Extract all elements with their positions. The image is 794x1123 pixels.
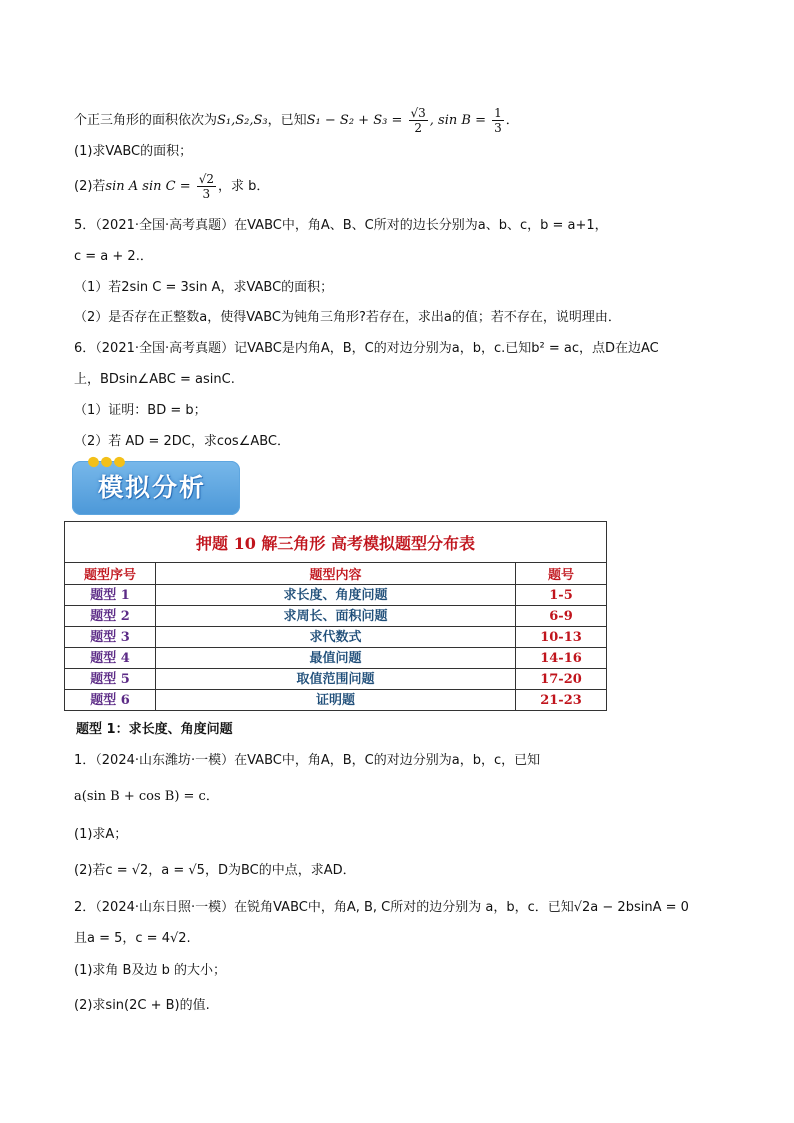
table-header-type: 题型序号: [65, 563, 156, 585]
q5-part1: （1）若2sin C = 3sin A，求VABC的面积；: [74, 280, 334, 295]
table-row: [65, 669, 607, 690]
p1-line1: 1．（2024·山东潍坊·一模）在VABC中，角A，B，C的对边分别为a，b，c，已知: [74, 753, 541, 768]
p1-part1: (1)求A；: [74, 827, 128, 842]
row-type: 题型 1: [65, 585, 156, 606]
intro-fraction-2: $\frac{1}{3}$: [494, 106, 502, 135]
banner-decoration-icon: [88, 452, 127, 471]
table-row: [65, 627, 607, 648]
row-nums: 17-20: [516, 669, 607, 690]
q5-part2: （2）是否存在正整数a，使得VABC为钝角三角形?若存在，求出a的值；若不存在，说明理由．: [74, 310, 621, 325]
section-heading-type1: 题型 1：求长度、角度问题: [76, 722, 233, 737]
table-row: [65, 648, 607, 669]
table-row: [65, 690, 607, 711]
p2-line2: 且a = 5，c = 4√2.: [74, 931, 191, 946]
p1-part2: (2)若c = √2，a = √5，D为BC的中点，求AD．: [74, 863, 356, 878]
p2-line1: 2．（2024·山东日照·一模）在锐角VABC中，角A, B, C所对的边分别为 a，b，c．已知√2a − 2bsinA = 0: [74, 900, 689, 915]
row-type: 题型 2: [65, 606, 156, 627]
p1-line2: a(sin B + cos B) = c．: [74, 789, 219, 804]
intro-equation: S₁ − S₂ + S₃ =: [306, 113, 403, 128]
q6-line1: 6．（2021·全国·高考真题）记VABC是内角A，B，C的对边分别为a，b，c.已知b² = ac，点D在边AC: [74, 341, 659, 356]
row-content: 求长度、角度问题: [156, 585, 516, 606]
table-header-nums: 题号: [516, 563, 607, 585]
q6-part1: （1）证明：BD = b；: [74, 403, 207, 418]
row-content: 取值范围问题: [156, 669, 516, 690]
row-nums: 14-16: [516, 648, 607, 669]
row-content: 求周长、面积问题: [156, 606, 516, 627]
intro-sin: , sin B =: [429, 113, 486, 128]
p2-part2: (2)求sin(2C + B)的值.: [74, 998, 210, 1013]
row-type: 题型 3: [65, 627, 156, 648]
p2-part1: (1)求角 B及边 b 的大小；: [74, 963, 226, 978]
q4-part2: (2)若sin A sin C = $\frac{√2}{3}$ ，求 b．: [74, 172, 270, 201]
row-content: 最值问题: [156, 648, 516, 669]
table-header-content: 题型内容: [156, 563, 516, 585]
row-nums: 6-9: [516, 606, 607, 627]
table-title: 押题 10 解三角形 高考模拟题型分布表: [65, 522, 607, 563]
row-nums: 1-5: [516, 585, 607, 606]
table-row: [65, 585, 607, 606]
intro-line: [74, 106, 519, 135]
intro-mid: ，已知: [267, 113, 307, 128]
intro-vars: S₁,S₂,S₃: [217, 113, 268, 128]
row-nums: 10-13: [516, 627, 607, 648]
simulation-analysis-banner: [72, 458, 242, 518]
q4-part1: (1)求VABC的面积；: [74, 144, 193, 159]
intro-fraction-1: $\frac{√3}{2}$: [410, 106, 426, 135]
banner-label: 模拟分析: [98, 473, 207, 502]
row-type: 题型 4: [65, 648, 156, 669]
q6-part2: （2）若 AD = 2DC，求cos∠ABC．: [74, 434, 291, 449]
q6-line2: 上，BDsin∠ABC = asinC.: [74, 372, 235, 387]
intro-text: 个正三角形的面积依次为: [74, 113, 218, 128]
row-nums: 21-23: [516, 690, 607, 711]
q5-line1: 5．（2021·全国·高考真题）在VABC中，角A、B、C所对的边长分别为a、b、c，b = a+1，: [74, 218, 608, 233]
row-type: 题型 6: [65, 690, 156, 711]
q4-fraction: $\frac{√2}{3}$: [198, 172, 215, 201]
row-content: 求代数式: [156, 627, 516, 648]
row-content: 证明题: [156, 690, 516, 711]
table-row: [65, 606, 607, 627]
intro-end: ．: [505, 113, 519, 128]
row-type: 题型 5: [65, 669, 156, 690]
question-type-distribution-table: [64, 521, 607, 711]
q5-line2: c = a + 2.．: [74, 249, 153, 264]
